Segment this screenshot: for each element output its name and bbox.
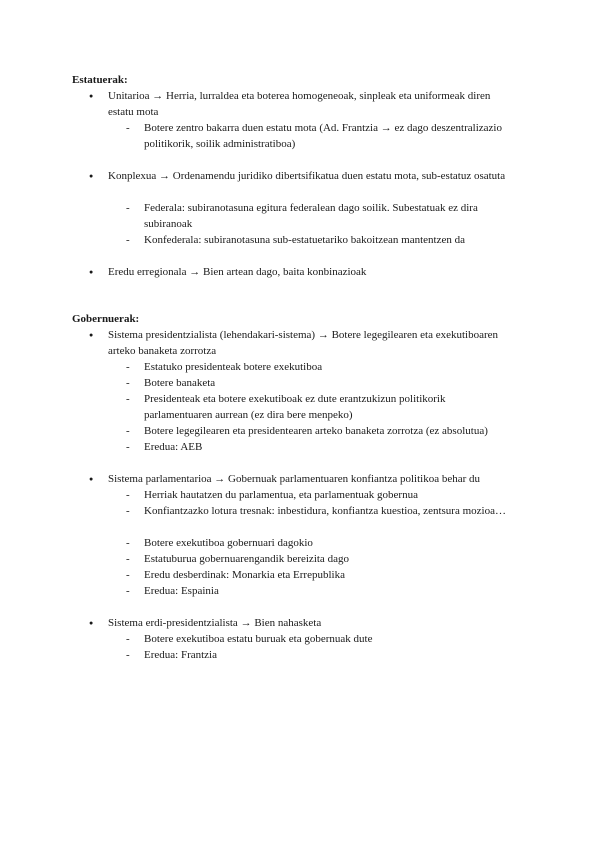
bullet-item: ● Eredu erregionala → Bien artean dago, baita konbinazioak [108,264,518,280]
bullet-item: ● Sistema presidentzialista (lehendakari-sistema) → Botere legegilearen eta exekutiboaren arteko banaketa zorrotza [108,327,518,359]
section-heading-gobernuak: Gobernuerak: [72,313,140,325]
sub-item: - Botere exekutiboa gobernuari dagokio [144,535,514,551]
sub-item: - Eredua: AEB [144,439,514,455]
sub-item: - Federala: subiranotasuna egitura federalean dago soilik. Subestatuak ez dira subiranoak [144,200,514,232]
sub-item: - Botere exekutiboa estatu buruak eta gobernuak dute [144,631,514,647]
bullet-item: ● Konplexua → Ordenamendu juridiko dibertsifikatua duen estatu mota, sub-estatuz osatuta [108,168,518,184]
bullet-item: ● Sistema erdi-presidentzialista → Bien nahasketa [108,615,518,631]
bullet-item: ● Sistema parlamentarioa → Gobernuak parlamentuaren konfiantza politikoa behar du [108,471,518,487]
sub-item: - Eredua: Espainia [144,583,514,599]
sub-item: - Estatuko presidenteak botere exekutiboa [144,359,514,375]
sub-item: - Botere legegilearen eta presidentearen arteko banaketa zorrotza (ez absolutua) [144,423,514,439]
sub-item: - Konfiantzazko lotura tresnak: inbestidura, konfiantza kuestioa, zentsura mozioa… [144,503,514,519]
sub-item: - Presidenteak eta botere exekutiboak ez dute erantzukizun politikorik parlamentuaren aurrean (ez dira bere menpeko) [144,391,514,423]
sub-item: - Eredu desberdinak: Monarkia eta Errepublika [144,567,514,583]
sub-item: - Eredua: Frantzia [144,647,514,663]
sub-item: - Herriak hautatzen du parlamentua, eta parlamentuak gobernua [144,487,514,503]
sub-item: - Estatuburua gobernuarengandik bereizita dago [144,551,514,567]
section-heading-estatuak: Estatuerak: [72,74,128,86]
sub-item: - Botere zentro bakarra duen estatu mota (Ad. Frantzia → ez dago deszentralizazio politikorik, soilik administratiboa) [144,120,514,152]
sub-item: - Konfederala: subiranotasuna sub-estatuetariko bakoitzean mantentzen da [144,232,514,248]
bullet-item: ● Unitarioa → Herria, lurraldea eta boterea homogeneoak, sinpleak eta uniformeak diren estatu mota [108,88,518,120]
sub-item: - Botere banaketa [144,375,514,391]
